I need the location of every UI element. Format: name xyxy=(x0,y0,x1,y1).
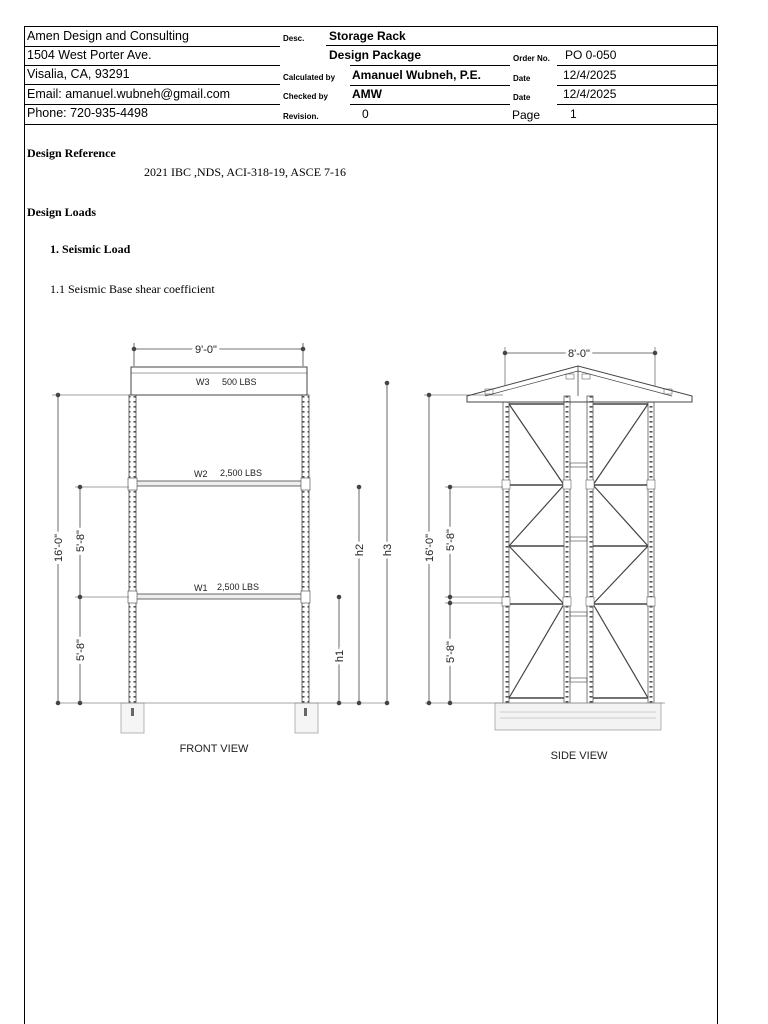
revision-value: 0 xyxy=(362,107,369,121)
desc-label: Desc. xyxy=(283,34,305,43)
calculated-label: Calculated by xyxy=(283,73,336,82)
side-view-caption: SIDE VIEW xyxy=(550,750,608,762)
side-upper-spacing: 5'-8" xyxy=(445,529,457,551)
front-left-post xyxy=(129,395,136,703)
date2-label: Date xyxy=(513,93,531,102)
date2-value: 12/4/2025 xyxy=(563,87,617,101)
beam-w1 xyxy=(136,594,302,599)
company-street: 1504 West Porter Ave. xyxy=(27,48,152,62)
h3-label: h3 xyxy=(382,543,394,557)
date-label: Date xyxy=(513,74,531,83)
h2-label: h2 xyxy=(354,543,366,557)
front-view-caption: FRONT VIEW xyxy=(179,743,249,755)
w1-label: W1 xyxy=(194,583,208,593)
company-email: Email: amanuel.wubneh@gmail.com xyxy=(27,87,231,101)
seismic-load-heading: 1. Seismic Load xyxy=(50,242,131,256)
front-view xyxy=(52,343,389,733)
order-label: Order No. xyxy=(513,54,550,63)
side-width-dim: 8'-0" xyxy=(568,348,590,360)
revision-label: Revision. xyxy=(283,112,319,121)
company-phone: Phone: 720-935-4498 xyxy=(27,106,148,120)
seismic-subheading: 1.1 Seismic Base shear coefficient xyxy=(50,282,215,296)
page-label: Page xyxy=(512,108,541,122)
beam-w2 xyxy=(136,481,302,486)
desc-value: Storage Rack xyxy=(329,29,406,43)
front-width-dim: 9'-0" xyxy=(195,344,217,356)
page-value: 1 xyxy=(570,107,577,121)
design-loads-heading: Design Loads xyxy=(27,205,97,219)
front-right-post xyxy=(302,395,309,703)
calculated-value: Amanuel Wubneh, P.E. xyxy=(352,68,481,82)
design-package: Design Package xyxy=(329,48,422,62)
h1-label: h1 xyxy=(334,649,346,663)
order-value: PO 0-050 xyxy=(565,48,617,62)
checked-label: Checked by xyxy=(283,92,328,101)
checked-value: AMW xyxy=(352,87,382,101)
company-city: Visalia, CA, 93291 xyxy=(27,67,130,81)
side-total-height: 16'-0" xyxy=(424,533,436,563)
w3-load: 500 LBS xyxy=(222,377,257,387)
company-name: Amen Design and Consulting xyxy=(27,29,189,43)
w1-load: 2,500 LBS xyxy=(217,582,260,592)
front-upper-spacing: 5'-8" xyxy=(75,530,87,552)
design-reference-heading: Design Reference xyxy=(27,146,116,160)
w2-label: W2 xyxy=(194,469,208,479)
front-total-height: 16'-0" xyxy=(53,533,65,563)
side-lower-spacing: 5'-8" xyxy=(445,641,457,663)
front-lower-spacing: 5'-8" xyxy=(75,639,87,661)
w2-load: 2,500 LBS xyxy=(220,468,263,478)
date-value: 12/4/2025 xyxy=(563,68,617,82)
side-view xyxy=(424,347,692,730)
w3-label: W3 xyxy=(196,377,210,387)
design-reference-text: 2021 IBC ,NDS, ACI-318-19, ASCE 7-16 xyxy=(144,165,347,179)
